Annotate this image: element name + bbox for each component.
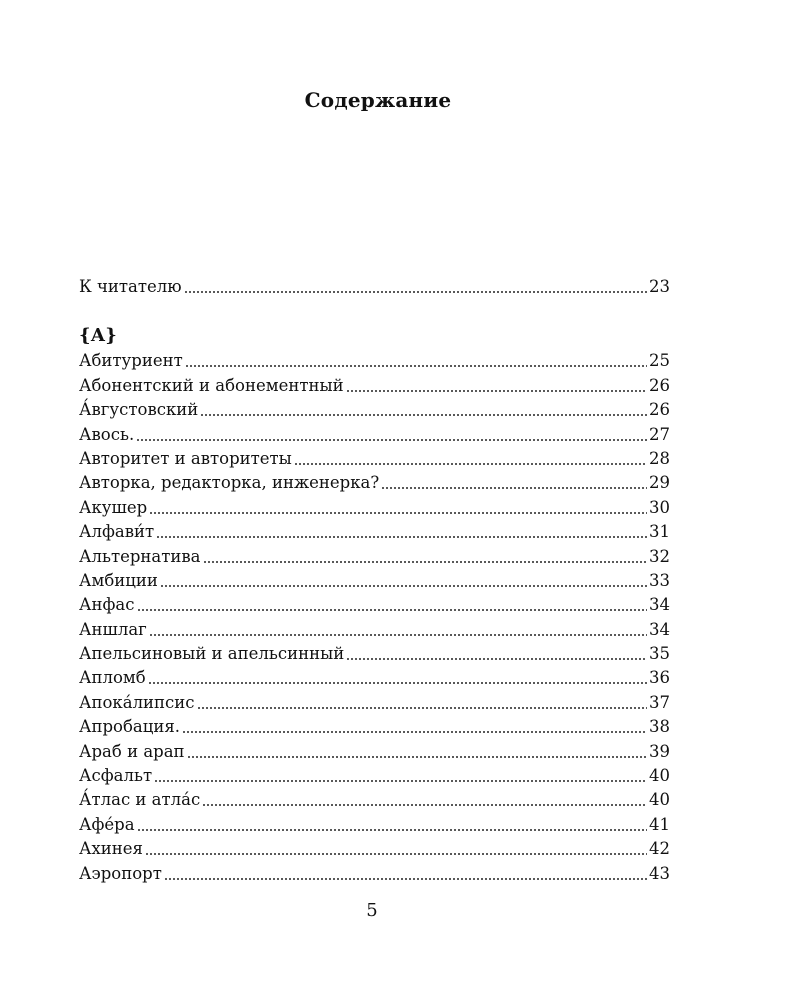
toc-entry-label: Апробация. [79,717,181,737]
toc-entry-label: Аншлаг [79,619,147,639]
toc-entry-page: 41 [649,814,670,834]
toc-entry [79,471,670,495]
toc-entry-label: Авторитет и авторитеты [79,448,292,468]
dot-leader [202,804,647,805]
dot-leader [148,682,647,683]
dot-leader [149,634,647,635]
toc-entry-label: Апельсиновый и апельсинный [79,644,345,664]
dot-leader [184,291,647,292]
toc-entry [79,593,670,617]
toc-entry-page: 33 [649,570,670,590]
dot-leader [137,609,648,610]
dot-leader [164,878,647,879]
toc-entry-label: Анфас [79,595,135,615]
toc-entry-page: 34 [649,619,670,639]
toc-entry [79,666,670,690]
dot-leader [197,707,647,708]
toc-entry-label: Амбиции [79,570,158,590]
toc-entry-label: Абонентский и абонементный [79,375,344,395]
toc-entry-label: Альтернатива [79,546,201,566]
toc-entry-label: Ахинея [79,839,143,859]
dot-leader [203,561,647,562]
toc-entry-page: 35 [649,644,670,664]
toc-entry [79,691,670,715]
toc-entry [79,398,670,422]
toc-entry-list [79,349,670,886]
dot-leader [294,463,647,464]
toc-entry-page: 36 [649,668,670,688]
toc-entry-label: Апока́липсис [79,692,195,712]
toc-entry-page: 26 [649,375,670,395]
toc-entry-label: Апломб [79,668,146,688]
toc-entry-label: Авторка, редакторка, инженерка? [79,473,380,493]
toc-entry-label: А́вгустовский [79,400,199,420]
section-heading: {А} [79,325,117,347]
toc-entry-label: Акушер [79,497,148,517]
toc-entry-page: 40 [649,790,670,810]
toc-entry [79,545,670,569]
toc-entry [79,715,670,739]
toc-entry-page: 31 [649,522,670,542]
toc-entry [79,788,670,812]
toc-entry [79,618,670,642]
toc-entry-page: 42 [649,839,670,859]
toc-entry-label: К читателю [79,277,182,296]
toc-entry-page: 40 [649,766,670,786]
toc-entry-page: 43 [649,863,670,883]
toc-entry-intro [79,275,670,299]
dot-leader [156,536,647,537]
toc-entry [79,423,670,447]
toc-entry [79,764,670,788]
dot-leader [346,658,647,659]
dot-leader [154,780,647,781]
toc-entry-page: 23 [649,277,670,296]
toc-entry-page: 32 [649,546,670,566]
dot-leader [145,853,647,854]
dot-leader [137,829,647,830]
toc-entry-label: А́тлас и атла́с [79,790,201,810]
toc-entry [79,837,670,861]
toc-entry-label: Афе́ра [79,814,135,834]
dot-leader [187,756,647,757]
toc-entry-label: Алфави́т [79,522,155,542]
table-of-contents [79,275,670,886]
toc-entry [79,496,670,520]
toc-entry [79,740,670,764]
toc-entry-page: 27 [649,424,670,444]
toc-entry-label: Араб и арап [79,741,185,761]
toc-entry-page: 29 [649,473,670,493]
toc-entry-page: 25 [649,351,670,371]
dot-leader [200,414,647,415]
toc-entry-label: Абитуриент [79,351,183,371]
dot-leader [381,487,647,488]
toc-entry [79,349,670,373]
toc-entry-page: 37 [649,692,670,712]
toc-entry-page: 30 [649,497,670,517]
toc-entry-label: Авось. [79,424,135,444]
toc-entry-page: 26 [649,400,670,420]
toc-entry [79,447,670,471]
toc-entry [79,642,670,666]
toc-entry [79,374,670,398]
toc-entry [79,862,670,886]
page-number: 5 [366,900,378,921]
toc-entry-label: Асфальт [79,766,153,786]
dot-leader [160,585,647,586]
dot-leader [149,512,647,513]
dot-leader [136,439,647,440]
dot-leader [185,365,647,366]
dot-leader [346,390,647,391]
toc-entry-page: 28 [649,448,670,468]
dot-leader [182,731,647,732]
page-title: Содержание [304,88,452,112]
toc-entry-page: 39 [649,741,670,761]
toc-entry-page: 34 [649,595,670,615]
toc-entry [79,813,670,837]
toc-entry-page: 38 [649,717,670,737]
toc-entry [79,569,670,593]
toc-entry-label: Аэропорт [79,863,162,883]
toc-entry [79,520,670,544]
